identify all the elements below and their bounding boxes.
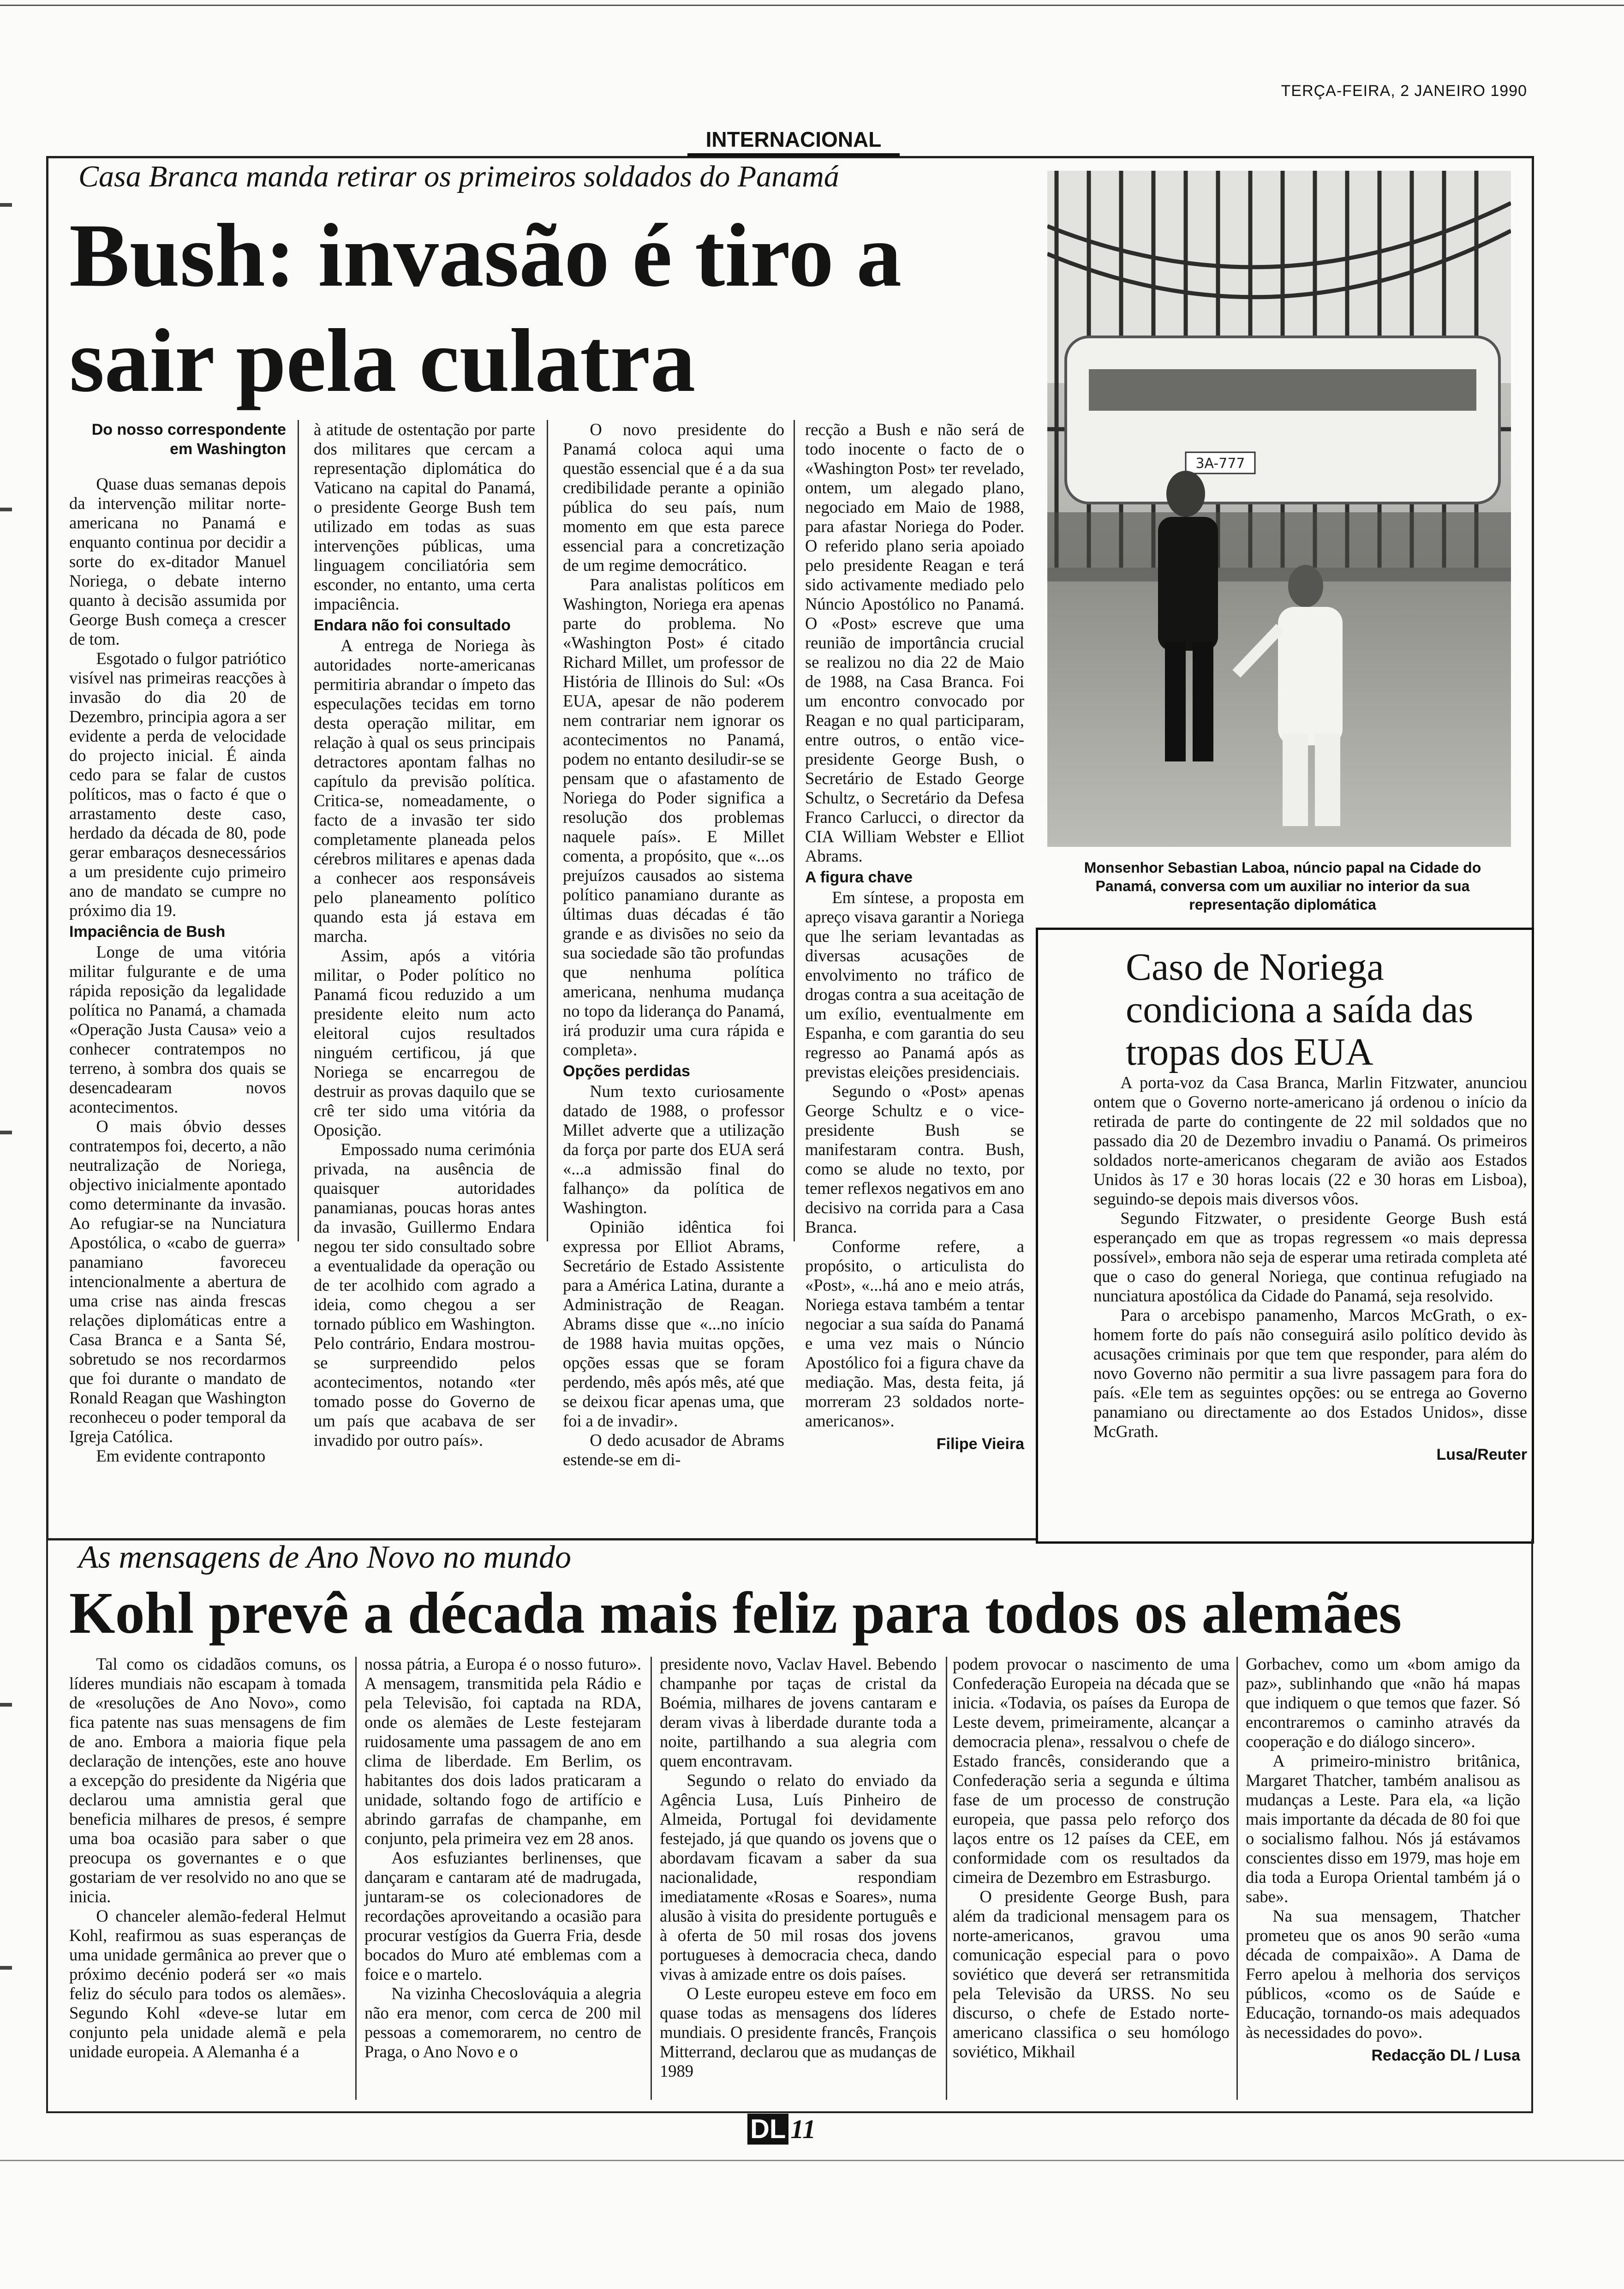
page-number: 11: [790, 2114, 816, 2144]
story2-kicker: As mensagens de Ano Novo no mundo: [78, 1540, 572, 1575]
sidebar-body: [1093, 1073, 1527, 1464]
column-rule: [794, 420, 795, 1241]
story2-paragraph: Gorbachev, como um «bom amigo da paz», sublinhando que «não há mapas que indiquem o que temos que fazer. Só encontraremos o caminho através da cooperação e do diálogo sincero».: [1246, 1654, 1520, 1751]
binding-mark: [0, 203, 12, 207]
story1-paragraph: Segundo o «Post» apenas George Schultz e o vice-presidente Bush se manifestaram contra. Bush, como se alude no texto, por temer reflexos negativos em ano decisivo na corrida para a Casa Branca.: [805, 1082, 1024, 1236]
story2-paragraph: O Leste europeu esteve em foco em quase todas as mensagens dos líderes mundiais. O presidente francês, François Mitterrand, declarou que as mudanças de 1989: [660, 1984, 937, 2080]
story2-headline: Kohl prevê a década mais feliz para todos os alemães: [69, 1580, 1402, 1646]
story1-headline: Bush: invasão é tiro a sair pela culatra: [69, 205, 902, 411]
story1-kicker: Casa Branca manda retirar os primeiros soldados do Panamá: [78, 160, 839, 193]
story2-column-5: [1246, 1654, 1520, 2065]
story1-byline: Do nosso correspondente em Washington: [91, 421, 286, 458]
story2-paragraph: Aos esfuziantes berlinenses, que dançaram e cantaram até de madrugada, juntaram-se os colecionadores de recordações aproveitando a ocasião para procurar vestígios da Guerra Fria, desde bocados do Muro até emblemas com a foice e o martelo.: [364, 1848, 641, 1983]
news-photo: [1047, 171, 1511, 847]
sidebar-headline: Caso de Noriega condiciona a saída das tropas dos EUA: [1126, 946, 1474, 1073]
bottom-rule: [0, 2160, 1624, 2161]
story1-column-2: [314, 420, 535, 1450]
column-rule: [651, 1657, 652, 2100]
column-rule: [298, 420, 299, 1241]
photo-illustration: [1047, 171, 1511, 847]
story2-paragraph: Na sua mensagem, Thatcher prometeu que os anos 90 serão «uma década de compaixão». A Dama de Ferro apelou à melhoria dos serviços públicos, «como os de Saúde e Educação, tornando-os mais adequados às necessidades do povo».: [1246, 1906, 1520, 2042]
vehicle: [1066, 337, 1499, 503]
dateline: TERÇA-FEIRA, 2 JANEIRO 1990: [1281, 82, 1527, 100]
sidebar-paragraph: Para o arcebispo panamenho, Marcos McGrath, o ex-homem forte do país não conseguirá asilo político devido às acusações criminais por que tem que responder, para além do novo Governo não permitir a sua livre passagem para fora do país. «Ele tem as seguintes opções: ou se entrega ao Governo panamiano ou directamente ao dos Estados Unidos», disse McGrath.: [1093, 1306, 1527, 1441]
story2-paragraph: A primeiro-ministro britânica, Margaret Thatcher, também analisou as mudanças a Leste. Para ela, «a lição mais importante da década de 80 foi que o socialismo falhou. Nós já estávamos conscientes disso em 1979, mas hoje em dia toda a Europa Oriental também já o sabe».: [1246, 1751, 1520, 1906]
story1-column-4: [805, 420, 1024, 1454]
story1-paragraph: Conforme refere, a propósito, o articulista do «Post», «...há ano e meio atrás, Noriega estava também a tentar negociar a sua saída do Panamá e uma vez mais o Núncio Apostólico foi a figura chave da mediação. Mas, desta feita, já morreram 23 soldados norte-americanos».: [805, 1237, 1024, 1430]
story2-signature: Redacção DL / Lusa: [1371, 2047, 1520, 2064]
binding-mark: [0, 1703, 12, 1707]
story2-paragraph: presidente novo, Vaclav Havel. Bebendo champanhe por taças de cristal da Boémia, milhares de jovens cantaram e deram vivas à liberdade durante toda a noite, partilhando a sua alegria com quem encontravam.: [660, 1654, 937, 1770]
story1-subheading: A figura chave: [805, 869, 913, 886]
story1-paragraph: Opinião idêntica foi expressa por Elliot Abrams, Secretário de Estado Assistente para a América Latina, durante a Administração de Reagan. Abrams disse que «...no início de 1988 havia muitas opções, opções essas que se foram perdendo, mês após mês, até que se deixou ficar apenas uma, que foi a de invadir».: [563, 1217, 784, 1430]
story1-subheading: Impaciência de Bush: [69, 923, 226, 941]
story2-paragraph: Segundo o relato do enviado da Agência Lusa, Luís Pinheiro de Almeida, Portugal foi devidamente festejado, já que quando os jovens que o abordavam ficavam a saber da sua nacionalidade, respondiam imediatamente «Rosas e Soares», numa alusão à visita do presidente português e à oferta de 50 mil rosas dos jovens portugueses à democracia checa, dando vivas à amizade entre os dois países.: [660, 1771, 937, 1983]
story1-column-3: [563, 420, 784, 1469]
story1-paragraph: O novo presidente do Panamá coloca aqui uma questão essencial que é a da sua credibilidade perante a opinião pública do seu país, num momento em que esta parece essencial para a concretização de um regime democrático.: [563, 420, 784, 575]
story2-column-2: [364, 1654, 641, 2061]
story1-subheading: Opções perdidas: [563, 1062, 690, 1080]
story1-paragraph: Longe de uma vitória militar fulgurante e de uma rápida reposição da legalidade política no Panamá, a chamada «Operação Justa Causa» veio a conhecer contratempos no terreno, à sombra dos quais se desencadearam novos acontecimentos.: [69, 942, 286, 1116]
column-rule: [1236, 1657, 1238, 2100]
newspaper-logo: DL: [747, 2114, 788, 2145]
sidebar-paragraph: Segundo Fitzwater, o presidente George Bush está esperançado em que as tropas regressem «o mais depressa possível», embora não seja de esperar uma retirada completa até que o caso do general Noriega, que continua refugiado na nunciatura apostólica da Cidade do Panamá, seja resolvido.: [1093, 1209, 1527, 1305]
top-rule: [0, 5, 1624, 6]
story1-paragraph: Quase duas semanas depois da intervenção militar norte-americana no Panamá e enquanto continua por decidir a sorte do ex-ditador Manuel Noriega, o debate interno quanto à decisão assumida por George Bush começa a crescer de tom.: [69, 474, 286, 648]
license-plate-text: 3A-777: [1195, 455, 1245, 472]
story1-paragraph: O dedo acusador de Abrams estende-se em di-: [563, 1431, 784, 1469]
story1-paragraph: O mais óbvio desses contratempos foi, decerto, a não neutralização de Noriega, objectivo inicialmente apontado como determinante da invasão. Ao refugiar-se na Nunciatura Apostólica, o «cabo de guerra» panamiano favoreceu intencionalmente a abertura de uma crise nas ainda frescas relações diplomáticas entre a Casa Branca e a Santa Sé, sobretudo se nos recordarmos que foi durante o mandato de Ronald Reagan que Washington reconheceu o poder temporal da Igreja Católica.: [69, 1117, 286, 1446]
story2-paragraph: podem provocar o nascimento de uma Confederação Europeia na década que se inicia. «Todavia, os países da Europa de Leste devem, primeiramente, alcançar a democracia plena», ressalvou o chefe de Estado francês, considerando que a Confederação seria a segunda e última fase de um processo de construção europeia, que passa pelo reforço dos laços entre os 12 países da CEE, em conformidade com os resultados da cimeira de Dezembro em Estrasburgo.: [953, 1654, 1230, 1887]
story1-paragraph: Esgotado o fulgor patriótico visível nas primeiras reacções à invasão do dia 20 de Dezembro, principia agora a ser evidente a perda de velocidade do projecto inicial. É ainda cedo para se falar de custos políticos, mas o facto é que o arrastamento deste caso, herdado da década de 80, pode gerar embaraços desnecessários a um presidente cujo primeiro ano de mandato se cumpre no próximo dia 19.: [69, 649, 286, 920]
binding-mark: [0, 1966, 12, 1970]
story1-paragraph: Num texto curiosamente datado de 1988, o professor Millet adverte que a utilização da força por parte dos EUA será «...a admissão final do falhanço» da política de Washington.: [563, 1082, 784, 1217]
binding-mark: [0, 508, 12, 511]
column-rule: [547, 420, 548, 1241]
story2-column-3: [660, 1654, 937, 2081]
sidebar-signature: Lusa/Reuter: [1436, 1446, 1527, 1463]
story1-paragraph: Em evidente contraponto: [96, 1446, 266, 1465]
story1-paragraph: Empossado numa cerimónia privada, na ausência de quaisquer autoridades panamianas, poucas horas antes da invasão, Guillermo Endara negou ter sido consultado sobre a eventualidade da operação ou de ter acolhido com agrado a ideia, como chegou a ser tornado público em Washington. Pelo contrário, Endara mostrou-se surpreendido pelos acontecimentos, notando «ter tomado posse do Governo de um país que acabava de ser invadido por outro país».: [314, 1140, 535, 1450]
story2-paragraph: O presidente George Bush, para além da tradicional mensagem para os norte-americanos, gravou uma comunicação especial para o povo soviético que deverá ser retransmitida pela Televisão da URSS. No seu discurso, o chefe de Estado norte-americano classifica o seu homólogo soviético, Mikhail: [953, 1887, 1230, 2061]
story2-paragraph: nossa pátria, a Europa é o nosso futuro». A mensagem, transmitida pela Rádio e pela Televisão, foi captada na RDA, onde os alemães de Leste festejaram ruidosamente uma passagem de ano em clima de liberdade. Em Berlim, os habitantes dos dois lados praticaram a unidade, soltando fogo de artifício e abrindo garrafas de champanhe, em conjunto, pela primeira vez em 28 anos.: [364, 1654, 641, 1848]
story1-paragraph: Assim, após a vitória militar, o Poder político no Panamá ficou reduzido a um presidente eleito num acto eleitoral cujos resultados ninguém certificou, já que Noriega se encarregou de destruir as provas daquilo que se crê ter sido uma vitória da Oposição.: [314, 946, 535, 1139]
story2-paragraph: O chanceler alemão-federal Helmut Kohl, reafirmou as suas esperanças de uma unidade germânica ao prever que o próximo decénio poderá ser «o mais feliz do século para todos os alemães». Segundo Kohl «deve-se lutar em conjunto pela unidade alemã e pela unidade europeia. A Alemanha é a: [69, 1906, 346, 2061]
story2-paragraph: Tal como os cidadãos comuns, os líderes mundiais não escapam à tomada de «resoluções de Ano Novo», como fica patente nas suas mensagens de fim de ano. Embora a maioria fique pela declaração de intenções, este ano houve a excepção do presidente da Nigéria que declarou uma amnistia geral que beneficia milhares de presos, é sempre uma boa ocasião para saber o que preocupa os governantes e o que gostariam de ver resolvido no ano que se inicia.: [69, 1654, 346, 1906]
story1-paragraph: Em síntese, a proposta em apreço visava garantir a Noriega que lhe seriam levantadas as diversas acusações de envolvimento no tráfico de drogas contra a sua aceitação de um exílio, eventualmente em Espanha, e com garantia do seu regresso ao Panamá após as previstas eleições presidenciais.: [805, 888, 1024, 1081]
story1-subheading: Endara não foi consultado: [314, 617, 511, 634]
story1-signature: Filipe Vieira: [936, 1435, 1024, 1453]
story1-paragraph: A entrega de Noriega às autoridades norte-americanas permitiria abrandar o ímpeto das especulações tecidas em torno desta operação militar, em relação à qual os seus principais detractores apontam falhas no capítulo da previsão política. Critica-se, nomeadamente, o facto de a invasão ter sido completamente planeada pelos cérebros militares e apenas dada a conhecer aos responsáveis pelo planeamento político quando esta já estava em marcha.: [314, 636, 535, 946]
story2-paragraph: Na vizinha Checoslováquia a alegria não era menor, com cerca de 200 mil pessoas a comemorarem, no centro de Praga, o Ano Novo e o: [364, 1984, 641, 2061]
column-rule: [946, 1657, 947, 2100]
story1-paragraph: Para analistas políticos em Washington, Noriega era apenas parte do problema. No «Washington Post» é citado Richard Millet, um professor de História de Illinois do Sul: «Os EUA, apesar de não poderem nem contrariar nem ignorar os acontecimentos no Panamá, podem no entanto desiludir-se se pensam que o afastamento de Noriega do Poder significa a resolução dos problemas naquele país». E Millet comenta, a propósito, que «...os prejuízos causados ao sistema político panamiano durante as últimas duas décadas é tão grande e as divisões no seio da sua sociedade são tão profundas que nenhuma política americana, nenhuma mudança no topo da liderança do Panamá, irá produzir uma cura rápida e completa».: [563, 575, 784, 1059]
story2-column-1: [69, 1654, 346, 2061]
story2-column-4: [953, 1654, 1230, 2061]
story1-paragraph: recção a Bush e não será de todo inocente o facto de o «Washington Post» ter revelado, ontem, um alegado plano, negociado em Maio de 1988, para afastar Noriega do Poder. O referido plano seria apoiado pelo presidente Reagan e terá sido activamente mediado pelo Núncio Apostólico no Panamá. O «Post» escreve que uma reunião de importância crucial se realizou no dia 22 de Maio de 1988, na Casa Branca. Foi um encontro convocado por Reagan e no qual participaram, entre outros, o então vice-presidente George Bush, o Secretário de Estado George Schultz, o Secretário da Defesa Franco Carlucci, o director da CIA William Webster e Elliot Abrams.: [805, 420, 1024, 865]
binding-mark: [0, 1131, 12, 1134]
photo-caption: Monsenhor Sebastian Laboa, núncio papal na Cidade do Panamá, conversa com um auxiliar no interior da sua representação diplomática: [1084, 859, 1481, 913]
sidebar-paragraph: A porta-voz da Casa Branca, Marlin Fitzwater, anunciou ontem que o Governo norte-americano já ordenou o início da retirada de parte do contingente de 22 mil soldados que no passado dia 20 de Dezembro invadiu o Panamá. Os primeiros soldados norte-americanos chegaram de avião aos Estados Unidos às 17 e 30 horas locais (22 e 30 horas em Lisboa), seguindo-se depois mais diversos vôos.: [1093, 1073, 1527, 1208]
section-tag: INTERNACIONAL: [687, 126, 900, 157]
column-rule: [355, 1657, 357, 2100]
page-footer: [747, 2114, 816, 2146]
story1-column-1: [69, 420, 286, 1466]
story1-paragraph: à atitude de ostentação por parte dos militares que cercam a representação diplomática do Vaticano na capital do Panamá, o presidente George Bush tem utilizado em todas as suas intervenções públicas, uma linguagem conciliatória sem esconder, no entanto, uma certa impaciência.: [314, 420, 535, 613]
